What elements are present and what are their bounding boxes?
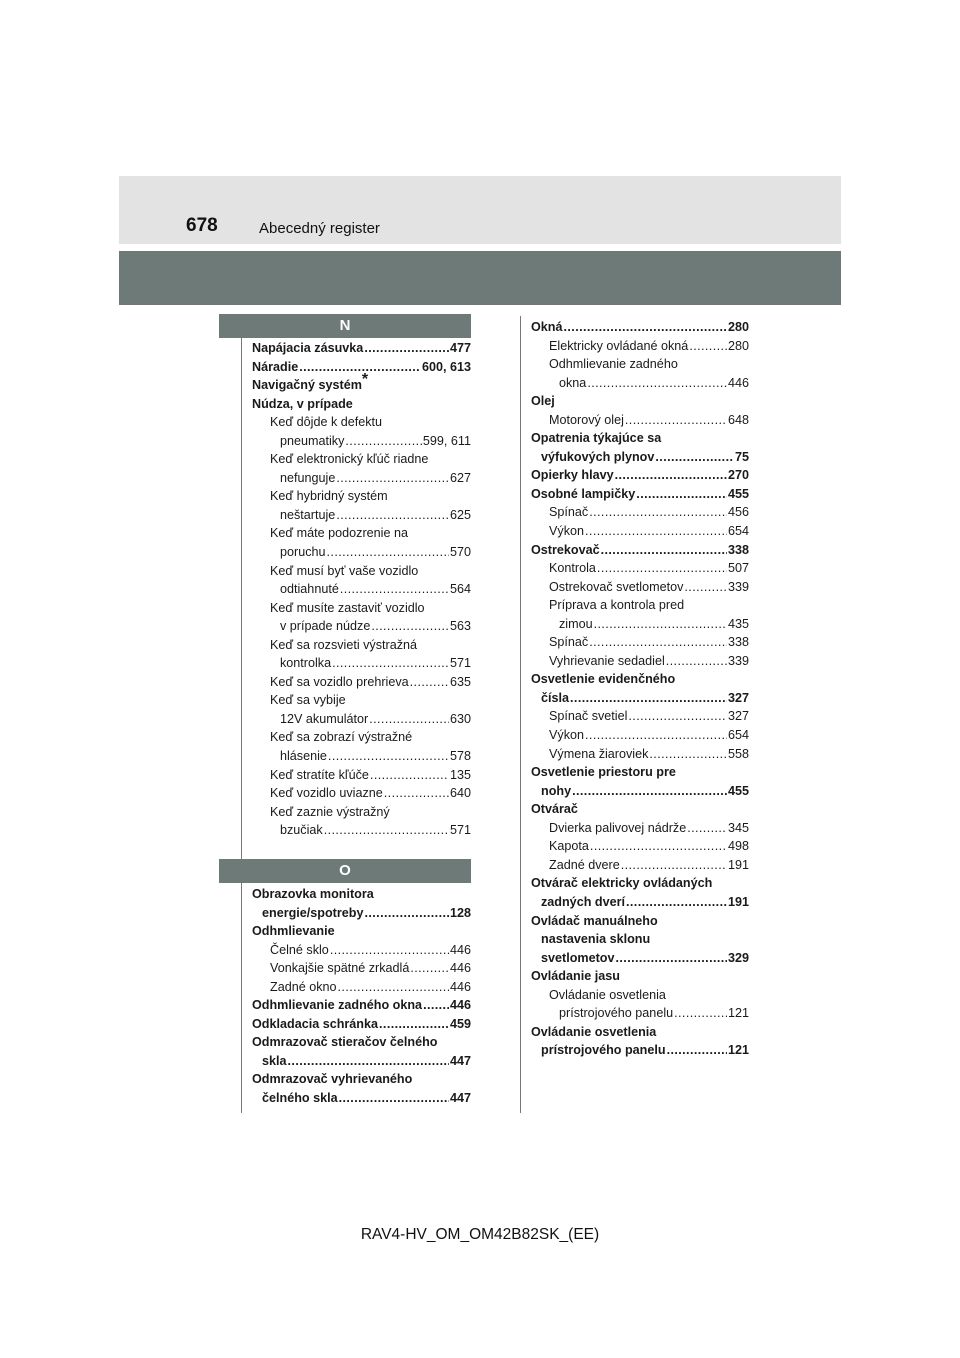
page-title: Abecedný register xyxy=(259,220,380,237)
index-entry[interactable]: zadných dverí ..... 191 xyxy=(531,893,749,912)
index-subentry[interactable]: hlásenie ..... 578 xyxy=(252,747,471,766)
index-subentry[interactable]: prístrojového panelu ..... 121 xyxy=(531,1004,749,1023)
index-subentry: Keď zaznie výstražný xyxy=(270,804,390,819)
index-entry: nastavenia sklonu xyxy=(541,932,651,947)
index-subentry[interactable]: Výkon ..... 654 xyxy=(531,522,749,541)
index-entry[interactable]: energie/spotreby ..... 128 xyxy=(252,904,471,923)
index-entry: Núdza, v prípade xyxy=(252,396,353,411)
index-subentry: Keď sa rozsvieti výstražná xyxy=(270,637,418,652)
index-entry[interactable]: Osobné lampičky ..... 455 xyxy=(531,485,749,504)
index-entry: Odmrazovač vyhrievaného xyxy=(252,1072,413,1087)
index-entry[interactable]: čelného skla ..... 447 xyxy=(252,1089,471,1108)
index-subentry: Odhmlievanie zadného xyxy=(549,357,678,372)
index-entry: Ovládanie osvetlenia xyxy=(531,1024,657,1039)
index-subentry[interactable]: Vyhrievanie sedadiel ..... 339 xyxy=(531,652,749,671)
document-code: RAV4-HV_OM_OM42B82SK_(EE) xyxy=(360,1226,600,1243)
index-entry[interactable]: Odkladacia schránka ..... 459 xyxy=(252,1015,471,1034)
index-subentry[interactable]: Zadné dvere ..... 191 xyxy=(531,856,749,875)
index-subentry[interactable]: Vonkajšie spätné zrkadlá ..... 446 xyxy=(252,959,471,978)
index-subentry: Keď dôjde k defektu xyxy=(270,415,383,430)
index-subentry[interactable]: Keď stratíte kľúče ..... 135 xyxy=(252,766,471,785)
index-subentry[interactable]: neštartuje ..... 625 xyxy=(252,506,471,525)
index-entry: Osvetlenie priestoru pre xyxy=(531,765,676,780)
index-entry[interactable]: svetlometov ..... 329 xyxy=(531,949,749,968)
center-column-rule xyxy=(520,316,521,1113)
index-subentry[interactable]: bzučiak ..... 571 xyxy=(252,821,471,840)
index-entry: Otvárač elektricky ovládaných xyxy=(531,876,713,891)
index-subentry[interactable]: Zadné okno ..... 446 xyxy=(252,978,471,997)
index-entry: Ovládanie jasu xyxy=(531,969,620,984)
index-entry[interactable]: Napájacia zásuvka ..... 477 xyxy=(252,339,471,358)
index-entry[interactable]: prístrojového panelu ..... 121 xyxy=(531,1041,749,1060)
index-subentry: Keď elektronický kľúč riadne xyxy=(270,452,429,467)
section-header-n: N xyxy=(219,314,471,338)
header-background xyxy=(119,176,841,244)
index-entry: Olej xyxy=(531,394,555,409)
index-subentry: Keď musí byť vaše vozidlo xyxy=(270,563,419,578)
index-entry[interactable]: čísla ..... 327 xyxy=(531,689,749,708)
index-subentry[interactable]: Výkon ..... 654 xyxy=(531,726,749,745)
index-entry: Opatrenia týkajúce sa xyxy=(531,431,662,446)
index-entry: Obrazovka monitora xyxy=(252,887,374,901)
index-subentry[interactable]: Motorový olej ..... 648 xyxy=(531,411,749,430)
page-number: 678 xyxy=(186,215,218,236)
index-subentry[interactable]: v prípade núdze ..... 563 xyxy=(252,617,471,636)
index-subentry: Ovládanie osvetlenia xyxy=(549,987,666,1002)
index-column-n xyxy=(252,339,471,840)
index-entry: Odmrazovač stieračov čelného xyxy=(252,1035,438,1050)
index-subentry[interactable]: okna ..... 446 xyxy=(531,374,749,393)
left-column-rule-o xyxy=(241,883,242,1113)
index-subentry[interactable]: Čelné sklo ..... 446 xyxy=(252,941,471,960)
index-subentry[interactable]: Výmena žiaroviek ..... 558 xyxy=(531,745,749,764)
section-header-o: O xyxy=(219,859,471,883)
index-subentry: Keď hybridný systém xyxy=(270,489,388,504)
index-subentry[interactable]: Spínač ..... 338 xyxy=(531,633,749,652)
index-column-right xyxy=(531,318,749,1060)
index-subentry: Keď sa vybije xyxy=(270,693,346,708)
index-subentry: Keď sa zobrazí výstražné xyxy=(270,730,413,745)
index-subentry[interactable]: kontrolka ..... 571 xyxy=(252,654,471,673)
index-entry: Odhmlievanie xyxy=(252,924,335,939)
index-subentry[interactable]: Kapota ..... 498 xyxy=(531,837,749,856)
index-entry[interactable]: Odhmlievanie zadného okna ..... 446 xyxy=(252,996,471,1015)
index-entry: Ovládač manuálneho xyxy=(531,913,658,928)
footnote-star: * xyxy=(361,371,369,389)
index-entry[interactable]: Náradie ..... 600, 613 xyxy=(252,358,471,377)
index-entry[interactable]: Ostrekovač ..... 338 xyxy=(531,541,749,560)
index-subentry[interactable]: Dvierka palivovej nádrže ..... 345 xyxy=(531,819,749,838)
index-subentry[interactable]: odtiahnuté ..... 564 xyxy=(252,580,471,599)
index-entry: Osvetlenie evidenčného xyxy=(531,672,676,687)
index-subentry[interactable]: zimou ..... 435 xyxy=(531,615,749,634)
index-subentry[interactable]: pneumatiky ..... 599, 611 xyxy=(252,432,471,451)
index-subentry[interactable]: Elektricky ovládané okná ..... 280 xyxy=(531,337,749,356)
index-subentry: Keď máte podozrenie na xyxy=(270,526,408,541)
header-band xyxy=(119,251,841,305)
index-subentry: Keď musíte zastaviť vozidlo xyxy=(270,600,425,615)
index-subentry[interactable]: nefunguje ..... 627 xyxy=(252,469,471,488)
index-subentry[interactable]: Spínač svetiel ..... 327 xyxy=(531,707,749,726)
index-subentry[interactable]: Keď vozidlo uviazne ..... 640 xyxy=(252,784,471,803)
index-entry[interactable]: Navigačný systém* xyxy=(252,371,369,393)
index-entry[interactable]: výfukových plynov ..... 75 xyxy=(531,448,749,467)
index-subentry[interactable]: poruchu ..... 570 xyxy=(252,543,471,562)
index-subentry[interactable]: Keď sa vozidlo prehrieva ..... 635 xyxy=(252,673,471,692)
left-column-rule xyxy=(241,337,242,859)
index-subentry[interactable]: Spínač ..... 456 xyxy=(531,503,749,522)
index-entry[interactable]: nohy ..... 455 xyxy=(531,782,749,801)
index-subentry: Príprava a kontrola pred xyxy=(549,598,685,613)
index-entry[interactable]: Okná ..... 280 xyxy=(531,318,749,337)
index-entry[interactable]: skla ..... 447 xyxy=(252,1052,471,1071)
index-subentry[interactable]: Ostrekovač svetlometov ..... 339 xyxy=(531,578,749,597)
index-entry: Otvárač xyxy=(531,802,578,817)
index-subentry[interactable]: 12V akumulátor ..... 630 xyxy=(252,710,471,729)
index-subentry[interactable]: Kontrola ..... 507 xyxy=(531,559,749,578)
index-column-o xyxy=(252,885,471,1108)
index-entry[interactable]: Opierky hlavy ..... 270 xyxy=(531,466,749,485)
